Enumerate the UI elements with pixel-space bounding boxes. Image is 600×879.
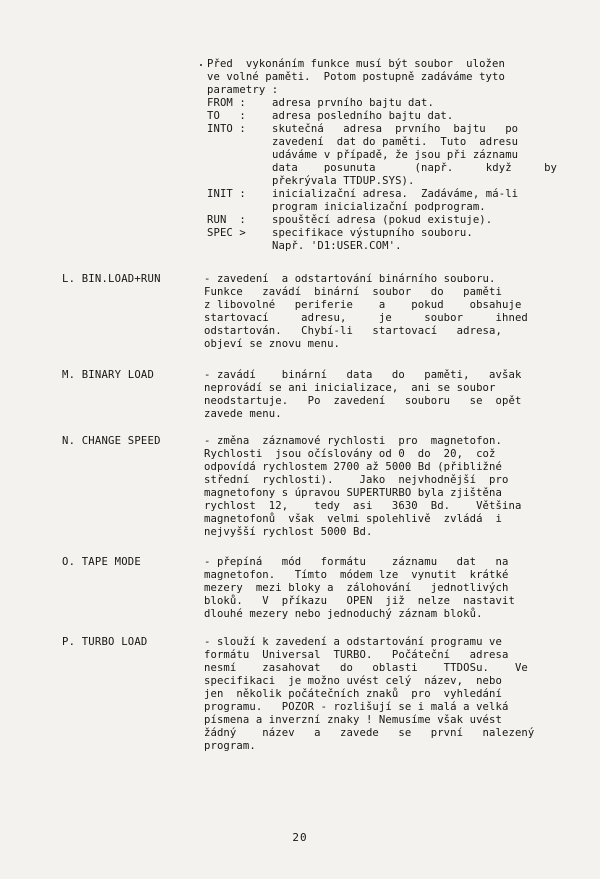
- section-line: zavede menu.: [204, 408, 282, 420]
- section-line: odpovídá rychlostem 2700 až 5000 Bd (přibližné: [204, 461, 502, 473]
- param-key-run: RUN :: [207, 214, 246, 226]
- section-label: P. TURBO LOAD: [62, 636, 148, 648]
- param-desc: překrývala TTDUP.SYS).: [272, 175, 415, 187]
- param-desc: data posunuta (např. když by: [272, 162, 558, 174]
- section-line: - zavádí binární data do paměti, avšak: [204, 369, 522, 381]
- section-label: L. BIN.LOAD+RUN: [62, 273, 161, 285]
- param-desc: adresa prvního bajtu dat.: [272, 97, 434, 109]
- section-line: formátu Universal TURBO. Počáteční adresa: [204, 649, 509, 661]
- param-desc: adresa posledního bajtu dat.: [272, 110, 454, 122]
- section-line: magnetofonů však velmi spolehlivě zvládá i: [204, 513, 502, 525]
- param-key-from: FROM :: [207, 97, 246, 109]
- section-line: program.: [204, 740, 256, 752]
- section-line: specifikaci je možno uvést celý název, nebo: [204, 675, 502, 687]
- section-line: jen několik počátečních znaků pro vyhledání: [204, 688, 502, 700]
- intro-line: ve volné paměti. Potom postupně zadáváme tyto: [207, 71, 505, 83]
- section-line: odstartován. Chybí-li startovací adresa,: [204, 325, 502, 337]
- section-line: programu. POZOR - rozlišují se i malá a velká: [204, 701, 509, 713]
- section-line: bloků. V příkazu OPEN již nelze nastavit: [204, 595, 515, 607]
- page-number: 20: [292, 831, 308, 844]
- section-line: Rychlosti jsou očíslovány od 0 do 20, což: [204, 448, 496, 460]
- section-line: - změna záznamové rychlosti pro magnetofon.: [204, 435, 502, 447]
- param-desc: specifikace výstupního souboru.: [272, 227, 473, 239]
- section-line: písmena a inverzní znaky ! Nemusíme však uvést: [204, 714, 502, 726]
- param-key-init: INIT :: [207, 188, 246, 200]
- section-line: neodstartuje. Po zavedení souboru se opět: [204, 395, 522, 407]
- param-desc: spouštěcí adresa (pokud existuje).: [272, 214, 493, 226]
- section-line: nesmí zasahovat do oblasti TTDOSu. Ve: [204, 662, 528, 674]
- intro-line: Před vykonáním funkce musí být soubor uložen: [207, 58, 505, 70]
- section-line: rychlost 12, tedy asi 3630 Bd. Většina: [204, 500, 522, 512]
- section-line: nejvyšší rychlost 5000 Bd.: [204, 526, 373, 538]
- section-line: neprovádí se ani inicializace, ani se soubor: [204, 382, 496, 394]
- section-label: N. CHANGE SPEED: [62, 435, 161, 447]
- param-desc: program inicializační podprogram.: [272, 201, 486, 213]
- section-label: M. BINARY LOAD: [62, 369, 155, 381]
- section-line: - přepíná mód formátu záznamu dat na: [204, 556, 509, 568]
- section-line: magnetofony s úpravou SUPERTURBO byla zjištěna: [204, 487, 502, 499]
- param-desc: zavedení dat do paměti. Tuto adresu: [272, 136, 519, 148]
- param-desc: inicializační adresa. Zadáváme, má-li: [272, 188, 519, 200]
- param-key-to: TO :: [207, 110, 246, 122]
- param-desc: udáváme v případě, že jsou při záznamu: [272, 149, 519, 161]
- section-label: O. TAPE MODE: [62, 556, 141, 568]
- section-line: objeví se znovu menu.: [204, 338, 341, 350]
- section-line: - slouží k zavedení a odstartování programu ve: [204, 636, 502, 648]
- intro-line: parametry :: [207, 84, 279, 96]
- param-key-into: INTO :: [207, 123, 246, 135]
- section-line: startovací adresu, je soubor ihned: [204, 312, 528, 324]
- section-line: z libovolné periferie a pokud obsahuje: [204, 299, 522, 311]
- section-line: dlouhé mezery nebo jednoduchý záznam bloků.: [204, 608, 483, 620]
- section-line: Funkce zavádí binární soubor do paměti: [204, 286, 502, 298]
- param-desc: skutečná adresa prvního bajtu po: [272, 123, 519, 135]
- section-line: žádný název a zavede se první nalezený: [204, 727, 535, 739]
- section-line: - zavedení a odstartování binárního souboru.: [204, 273, 496, 285]
- section-line: střední rychlosti). Jako nejvhodnější pro: [204, 474, 509, 486]
- param-key-spec: SPEC >: [207, 227, 246, 239]
- param-desc: Např. 'D1:USER.COM'.: [272, 240, 402, 252]
- section-line: magnetofon. Tímto módem lze vynutit krátké: [204, 569, 509, 581]
- section-line: mezery mezi bloky a zálohování jednotlivých: [204, 582, 509, 594]
- margin-dot: [200, 64, 202, 66]
